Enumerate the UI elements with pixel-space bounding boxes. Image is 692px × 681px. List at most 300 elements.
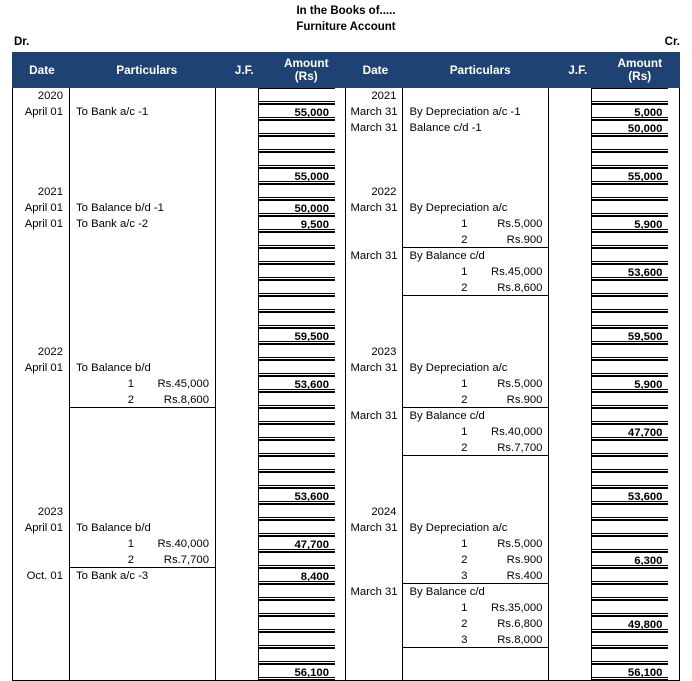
entry-amount bbox=[259, 440, 335, 456]
entry-date bbox=[346, 424, 402, 440]
entry-date: 2021 bbox=[37, 186, 63, 198]
subitem-value: Rs.40,000 bbox=[490, 426, 543, 438]
date-column bbox=[346, 504, 403, 680]
entry-particulars bbox=[403, 184, 548, 200]
entry-date bbox=[13, 232, 69, 248]
entry-particulars bbox=[70, 504, 215, 520]
entry-amount bbox=[592, 392, 668, 408]
subitem-number: 2 bbox=[461, 234, 468, 246]
subitem-number: 2 bbox=[127, 554, 134, 566]
entry-amount: 49,800 bbox=[592, 616, 668, 632]
subitem-value: Rs.400 bbox=[506, 570, 543, 582]
entry-date: March 31 bbox=[350, 122, 398, 134]
entry-amount bbox=[259, 520, 335, 536]
subitem-number: 2 bbox=[461, 442, 468, 454]
particulars-column bbox=[403, 504, 549, 680]
entry-amount bbox=[592, 536, 668, 552]
entry-amount: 47,700 bbox=[592, 424, 668, 440]
entry-date bbox=[13, 648, 69, 664]
entry-amount bbox=[592, 568, 668, 584]
entry-particulars: To Bank a/c -1 bbox=[76, 106, 149, 118]
entry-amount bbox=[259, 360, 335, 376]
period-total-amount: 53,600 bbox=[259, 488, 335, 504]
entry-date bbox=[346, 136, 402, 152]
entry-date bbox=[346, 216, 402, 232]
entry-date bbox=[13, 136, 69, 152]
period-total-amount: 55,000 bbox=[259, 168, 335, 184]
entry-particulars bbox=[70, 584, 215, 600]
period-total-cell bbox=[13, 168, 69, 184]
entry-particulars bbox=[70, 424, 215, 440]
header-date-credit: Date bbox=[346, 53, 405, 88]
entry-amount bbox=[259, 648, 335, 664]
entry-date bbox=[346, 568, 402, 584]
entry-amount bbox=[259, 456, 335, 472]
entry-particulars: To Balance b/d bbox=[76, 522, 151, 534]
entry-amount bbox=[259, 120, 335, 136]
entry-particulars bbox=[70, 136, 215, 152]
header-amount-debit-line1: Amount bbox=[283, 56, 329, 70]
entry-date bbox=[13, 248, 69, 264]
entry-amount bbox=[592, 600, 668, 616]
entry-amount bbox=[592, 248, 668, 264]
entry-amount bbox=[592, 312, 668, 328]
entry-date bbox=[13, 552, 69, 568]
entry-particulars bbox=[403, 344, 548, 360]
header-particulars-debit: Particulars bbox=[71, 53, 222, 88]
jf-column bbox=[216, 504, 259, 680]
entry-particulars bbox=[403, 456, 548, 472]
entry-date: 2020 bbox=[37, 90, 63, 102]
entry-date: 2023 bbox=[371, 346, 397, 358]
subitem-value: Rs.8,600 bbox=[497, 282, 543, 294]
entry-amount: 6,300 bbox=[592, 552, 668, 568]
entry-date bbox=[13, 408, 69, 424]
particulars-subitem bbox=[70, 392, 215, 408]
subitem-value: Rs.45,000 bbox=[490, 266, 543, 278]
entry-particulars bbox=[403, 504, 548, 520]
subitem-number: 1 bbox=[127, 538, 134, 550]
entry-amount bbox=[592, 184, 668, 200]
entry-date bbox=[346, 472, 402, 488]
subitem-value: Rs.8,600 bbox=[163, 394, 209, 406]
amount-column bbox=[592, 88, 668, 184]
particulars-subitem bbox=[403, 536, 548, 552]
entry-particulars bbox=[70, 616, 215, 632]
entry-particulars: By Depreciation a/c -1 bbox=[409, 106, 521, 118]
particulars-subitem bbox=[70, 376, 215, 392]
date-column bbox=[13, 344, 70, 504]
entry-amount bbox=[259, 424, 335, 440]
amount-column bbox=[592, 184, 668, 344]
period-total-cell bbox=[403, 488, 548, 504]
entry-date bbox=[346, 552, 402, 568]
period-total-cell bbox=[346, 168, 402, 184]
entry-amount: 53,600 bbox=[259, 376, 335, 392]
entry-date bbox=[13, 312, 69, 328]
subitem-value: Rs.45,000 bbox=[157, 378, 209, 390]
entry-particulars bbox=[403, 296, 548, 312]
entry-date: March 31 bbox=[350, 202, 398, 214]
entry-particulars: By Balance c/d bbox=[409, 250, 485, 262]
subitem-value: Rs.7,700 bbox=[497, 442, 543, 454]
entry-date bbox=[346, 232, 402, 248]
entry-date bbox=[13, 600, 69, 616]
entry-particulars: By Depreciation a/c bbox=[409, 522, 508, 534]
page-title bbox=[0, 0, 692, 35]
entry-amount bbox=[592, 88, 668, 104]
header-amount-credit-line1: Amount bbox=[617, 56, 662, 70]
particulars-subitem bbox=[70, 536, 215, 552]
amount-column bbox=[259, 184, 335, 344]
entry-amount bbox=[259, 504, 335, 520]
subitem-number: 1 bbox=[461, 602, 468, 614]
date-column bbox=[13, 504, 70, 680]
entry-date bbox=[13, 632, 69, 648]
entry-date bbox=[346, 152, 402, 168]
period-total-cell bbox=[70, 488, 215, 504]
entry-date bbox=[13, 120, 69, 136]
entry-particulars bbox=[70, 296, 215, 312]
amount-column bbox=[592, 344, 668, 504]
entry-particulars bbox=[70, 632, 215, 648]
particulars-subitem bbox=[403, 600, 548, 616]
entry-amount bbox=[592, 200, 668, 216]
subitem-value: Rs.6,800 bbox=[497, 618, 543, 630]
entry-amount bbox=[259, 280, 335, 296]
period-total-cell bbox=[403, 168, 548, 184]
amount-column bbox=[259, 504, 335, 680]
entry-date: 2022 bbox=[37, 346, 63, 358]
entry-date bbox=[13, 296, 69, 312]
entry-date bbox=[13, 456, 69, 472]
entry-date bbox=[13, 536, 69, 552]
entry-amount: 5,000 bbox=[592, 104, 668, 120]
entry-particulars bbox=[70, 264, 215, 280]
entry-date bbox=[346, 264, 402, 280]
entry-date: March 31 bbox=[350, 586, 398, 598]
subitem-value: Rs.900 bbox=[506, 234, 543, 246]
particulars-subitem bbox=[403, 552, 548, 568]
ledger-body-row bbox=[13, 88, 680, 681]
entry-amount bbox=[259, 408, 335, 424]
entry-amount bbox=[259, 184, 335, 200]
date-column bbox=[346, 88, 403, 184]
jf-column bbox=[216, 184, 259, 344]
entry-date bbox=[13, 472, 69, 488]
subitem-value: Rs.5,000 bbox=[497, 378, 543, 390]
entry-date: April 01 bbox=[24, 218, 63, 230]
entry-amount bbox=[259, 392, 335, 408]
entry-amount bbox=[259, 296, 335, 312]
entry-amount: 5,900 bbox=[592, 376, 668, 392]
period-total-cell bbox=[346, 664, 402, 680]
entry-amount bbox=[259, 248, 335, 264]
entry-date bbox=[346, 440, 402, 456]
entry-date bbox=[346, 456, 402, 472]
header-jf-debit: J.F. bbox=[222, 53, 266, 88]
entry-date bbox=[346, 632, 402, 648]
jf-column bbox=[216, 344, 259, 504]
entry-particulars bbox=[403, 472, 548, 488]
entry-particulars bbox=[70, 600, 215, 616]
entry-particulars bbox=[70, 344, 215, 360]
entry-date bbox=[13, 424, 69, 440]
entry-particulars bbox=[70, 472, 215, 488]
subitem-value: Rs.5,000 bbox=[497, 538, 543, 550]
entry-date: Oct. 01 bbox=[26, 570, 63, 582]
entry-amount: 53,600 bbox=[592, 264, 668, 280]
entry-amount bbox=[592, 360, 668, 376]
entry-amount bbox=[259, 232, 335, 248]
entry-amount bbox=[259, 584, 335, 600]
period-total-amount: 56,100 bbox=[592, 664, 668, 680]
date-column bbox=[346, 344, 403, 504]
subitem-number: 3 bbox=[461, 570, 468, 582]
subitem-value: Rs.7,700 bbox=[163, 554, 209, 566]
entry-particulars: By Balance c/d bbox=[409, 410, 485, 422]
entry-particulars bbox=[403, 88, 548, 104]
subitem-value: Rs.8,000 bbox=[497, 634, 543, 646]
entry-amount bbox=[259, 264, 335, 280]
entry-amount bbox=[259, 600, 335, 616]
entry-amount: 50,000 bbox=[259, 200, 335, 216]
subitem-number: 2 bbox=[461, 618, 468, 630]
entry-date bbox=[346, 376, 402, 392]
entry-amount bbox=[259, 88, 335, 104]
entry-particulars: To Balance b/d -1 bbox=[76, 202, 164, 214]
subitem-number: 1 bbox=[461, 266, 468, 278]
entry-date: April 01 bbox=[24, 522, 63, 534]
period-total-cell bbox=[13, 664, 69, 680]
ledger-period-block bbox=[13, 88, 345, 184]
amount-column bbox=[259, 88, 335, 184]
particulars-subitem bbox=[403, 216, 548, 232]
subitem-value: Rs.900 bbox=[506, 554, 543, 566]
period-total-amount: 56,100 bbox=[259, 664, 335, 680]
date-column bbox=[13, 88, 70, 184]
subitem-value: Rs.40,000 bbox=[157, 538, 209, 550]
jf-column bbox=[549, 344, 592, 504]
jf-column bbox=[549, 88, 592, 184]
particulars-column bbox=[70, 88, 216, 184]
particulars-subitem bbox=[403, 232, 548, 248]
header-amount-credit bbox=[600, 53, 680, 88]
jf-column bbox=[549, 504, 592, 680]
entry-amount bbox=[592, 632, 668, 648]
ledger-period-block bbox=[13, 504, 345, 680]
particulars-subitem bbox=[403, 440, 548, 456]
entry-date bbox=[13, 280, 69, 296]
entry-amount bbox=[259, 344, 335, 360]
entry-date bbox=[13, 440, 69, 456]
credit-side-entries bbox=[346, 88, 679, 680]
date-column bbox=[13, 184, 70, 344]
particulars-subitem bbox=[403, 424, 548, 440]
particulars-column bbox=[70, 344, 216, 504]
entry-date: April 01 bbox=[24, 362, 63, 374]
entry-date: April 01 bbox=[24, 202, 63, 214]
entry-amount bbox=[259, 632, 335, 648]
particulars-subitem bbox=[403, 616, 548, 632]
subitem-value: Rs.5,000 bbox=[497, 218, 543, 230]
entry-particulars: Balance c/d -1 bbox=[409, 122, 482, 134]
subitem-number: 1 bbox=[127, 378, 134, 390]
particulars-column bbox=[403, 344, 549, 504]
header-particulars-credit: Particulars bbox=[405, 53, 556, 88]
entry-particulars bbox=[70, 408, 215, 424]
entry-particulars bbox=[70, 232, 215, 248]
date-column bbox=[346, 184, 403, 344]
entry-amount bbox=[592, 584, 668, 600]
entry-date: March 31 bbox=[350, 362, 398, 374]
subitem-number: 1 bbox=[461, 218, 468, 230]
entry-date: March 31 bbox=[350, 522, 398, 534]
period-total-amount: 55,000 bbox=[592, 168, 668, 184]
jf-column bbox=[216, 88, 259, 184]
particulars-subitem bbox=[403, 280, 548, 296]
credit-label: Cr. bbox=[664, 36, 680, 48]
subitem-number: 2 bbox=[461, 394, 468, 406]
entry-date bbox=[13, 616, 69, 632]
header-date-debit: Date bbox=[13, 53, 72, 88]
entry-date bbox=[13, 392, 69, 408]
particulars-subitem bbox=[403, 392, 548, 408]
ledger-period-block bbox=[13, 344, 345, 504]
period-total-amount: 53,600 bbox=[592, 488, 668, 504]
entry-date bbox=[346, 296, 402, 312]
entry-amount: 47,700 bbox=[259, 536, 335, 552]
entry-particulars bbox=[403, 152, 548, 168]
amount-column bbox=[259, 344, 335, 504]
entry-date: March 31 bbox=[350, 250, 398, 262]
entry-amount bbox=[592, 232, 668, 248]
entry-date bbox=[346, 600, 402, 616]
entry-date: 2021 bbox=[371, 90, 397, 102]
entry-date bbox=[13, 376, 69, 392]
ledger-period-block bbox=[346, 184, 679, 344]
subitem-number: 3 bbox=[461, 634, 468, 646]
entry-date bbox=[346, 280, 402, 296]
entry-date: March 31 bbox=[350, 106, 398, 118]
debit-credit-labels bbox=[0, 35, 692, 51]
entry-amount bbox=[592, 136, 668, 152]
header-amount-credit-line2: (Rs) bbox=[628, 69, 652, 83]
entry-particulars: By Balance c/d bbox=[409, 586, 485, 598]
ledger-period-block bbox=[346, 504, 679, 680]
entry-amount: 50,000 bbox=[592, 120, 668, 136]
subitem-value: Rs.35,000 bbox=[490, 602, 543, 614]
particulars-subitem bbox=[403, 376, 548, 392]
entry-particulars: To Bank a/c -3 bbox=[76, 570, 149, 582]
entry-particulars: By Depreciation a/c bbox=[409, 202, 508, 214]
period-total-amount: 59,500 bbox=[259, 328, 335, 344]
period-total-cell bbox=[403, 328, 548, 344]
header-amount-debit bbox=[266, 53, 346, 88]
entry-amount bbox=[592, 344, 668, 360]
entry-particulars bbox=[70, 152, 215, 168]
entry-particulars bbox=[70, 120, 215, 136]
entry-amount bbox=[259, 552, 335, 568]
entry-date bbox=[13, 584, 69, 600]
entry-amount bbox=[259, 152, 335, 168]
entry-particulars: By Depreciation a/c bbox=[409, 362, 508, 374]
entry-amount bbox=[592, 296, 668, 312]
period-total-cell bbox=[346, 328, 402, 344]
table-header-row bbox=[13, 53, 680, 88]
ledger-period-block bbox=[346, 344, 679, 504]
subitem-number: 1 bbox=[461, 426, 468, 438]
debit-side bbox=[13, 88, 346, 681]
debit-side-entries bbox=[13, 88, 345, 680]
entry-date bbox=[13, 152, 69, 168]
entry-particulars bbox=[403, 648, 548, 664]
subitem-number: 1 bbox=[461, 378, 468, 390]
entry-amount bbox=[592, 504, 668, 520]
header-amount-debit-line2: (Rs) bbox=[294, 69, 318, 83]
entry-date bbox=[346, 312, 402, 328]
entry-amount bbox=[592, 440, 668, 456]
particulars-subitem bbox=[403, 568, 548, 584]
ledger-period-block bbox=[346, 88, 679, 184]
particulars-column bbox=[403, 184, 549, 344]
entry-particulars bbox=[70, 312, 215, 328]
entry-amount bbox=[592, 648, 668, 664]
particulars-subitem bbox=[403, 632, 548, 648]
entry-particulars: To Bank a/c -2 bbox=[76, 218, 149, 230]
period-total-amount: 59,500 bbox=[592, 328, 668, 344]
entry-particulars bbox=[403, 136, 548, 152]
ledger-period-block bbox=[13, 184, 345, 344]
period-total-cell bbox=[13, 488, 69, 504]
entry-particulars bbox=[70, 88, 215, 104]
subitem-number: 1 bbox=[461, 538, 468, 550]
entry-particulars bbox=[70, 184, 215, 200]
entry-particulars bbox=[403, 312, 548, 328]
jf-column bbox=[549, 184, 592, 344]
entry-amount: 55,000 bbox=[259, 104, 335, 120]
header-jf-credit: J.F. bbox=[556, 53, 600, 88]
period-total-cell bbox=[13, 328, 69, 344]
amount-column bbox=[592, 504, 668, 680]
entry-date bbox=[346, 392, 402, 408]
period-total-cell bbox=[70, 328, 215, 344]
particulars-column bbox=[70, 184, 216, 344]
period-total-cell bbox=[403, 664, 548, 680]
particulars-column bbox=[403, 88, 549, 184]
entry-date: April 01 bbox=[24, 106, 63, 118]
entry-amount bbox=[592, 520, 668, 536]
entry-amount: 5,900 bbox=[592, 216, 668, 232]
entry-amount: 9,500 bbox=[259, 216, 335, 232]
title-line-2: Furniture Account bbox=[296, 21, 396, 33]
period-total-cell bbox=[346, 488, 402, 504]
entry-particulars bbox=[70, 280, 215, 296]
entry-date: 2022 bbox=[371, 186, 397, 198]
entry-date: March 31 bbox=[350, 410, 398, 422]
furniture-account-ledger bbox=[12, 52, 680, 681]
entry-amount bbox=[592, 408, 668, 424]
entry-amount bbox=[592, 472, 668, 488]
entry-amount bbox=[592, 152, 668, 168]
period-total-cell bbox=[70, 664, 215, 680]
entry-date bbox=[346, 536, 402, 552]
particulars-subitem bbox=[403, 264, 548, 280]
period-total-cell bbox=[70, 168, 215, 184]
debit-label: Dr. bbox=[14, 36, 30, 48]
entry-date bbox=[346, 616, 402, 632]
subitem-number: 2 bbox=[127, 394, 134, 406]
